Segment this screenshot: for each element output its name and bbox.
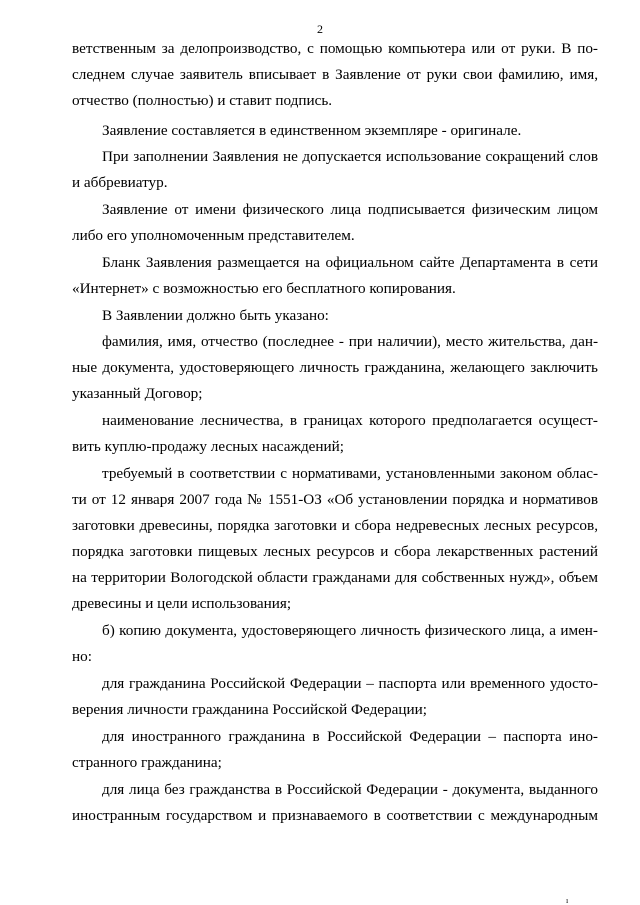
text-line: следнем случае заявитель вписывает в Заявление от руки свои фамилию, имя, (72, 66, 598, 83)
text-line: указанный Договор; (72, 385, 203, 402)
text-line: отчество (полностью) и ставит подпись. (72, 92, 333, 109)
text-line: ные документа, удостоверяющего личность гражданина, желающего заключить (72, 359, 598, 376)
text-line: ветственным за делопроизводство, с помощью компьютера или от руки. В по- (72, 40, 598, 57)
text-line: Бланк Заявления размещается на официальном сайте Департамента в сети (102, 254, 598, 271)
text-line: заготовки древесины, порядка заготовки и сбора недревесных лесных ресурсов, (72, 517, 598, 534)
text-line: «Интернет» с возможностью его бесплатного копирования. (72, 280, 456, 297)
text-line: Заявление от имени физического лица подписывается физическим лицом (102, 201, 598, 218)
text-line: древесины и цели использования; (72, 595, 292, 612)
text-line: порядка заготовки пищевых лесных ресурсов и сбора лекарственных растений (72, 543, 598, 560)
text-line: вить куплю-продажу лесных насаждений; (72, 438, 345, 455)
text-line: для иностранного гражданина в Российской Федерации – паспорта ино- (102, 728, 598, 745)
text-line: наименование лесничества, в границах которого предполагается осущест- (102, 412, 598, 429)
page-number: 2 (317, 22, 323, 36)
text-line: требуемый в соответствии с нормативами, установленными законом облас- (102, 465, 598, 482)
text-line: для гражданина Российской Федерации – паспорта или временного удосто- (102, 675, 598, 692)
text-line: либо его уполномоченным представителем. (72, 227, 355, 244)
text-line: верения личности гражданина Российской Федерации; (72, 701, 427, 718)
text-line: странного гражданина; (72, 754, 222, 771)
text-line: В Заявлении должно быть указано: (102, 307, 329, 324)
text-line: и аббревиатур. (72, 174, 168, 191)
text-line: ти от 12 января 2007 года № 1551-ОЗ «Об установлении порядка и нормативов (72, 491, 598, 508)
text-line: фамилия, имя, отчество (последнее - при наличии), место жительства, дан- (102, 333, 598, 350)
text-line: иностранным государством и признаваемого в соответствии с международным (72, 807, 598, 824)
text-line: для лица без гражданства в Российской Федерации - документа, выданного (102, 781, 598, 798)
text-line: но: (72, 648, 92, 665)
text-line: на территории Вологодской области гражданами для собственных нужд», объем (72, 569, 598, 586)
text-line: б) копию документа, удостоверяющего личность физического лица, а имен- (102, 622, 598, 639)
corner-mark: ı (566, 896, 569, 905)
text-line: При заполнении Заявления не допускается использование сокращений слов (102, 148, 598, 165)
text-line: Заявление составляется в единственном экземпляре - оригинале. (102, 122, 522, 139)
